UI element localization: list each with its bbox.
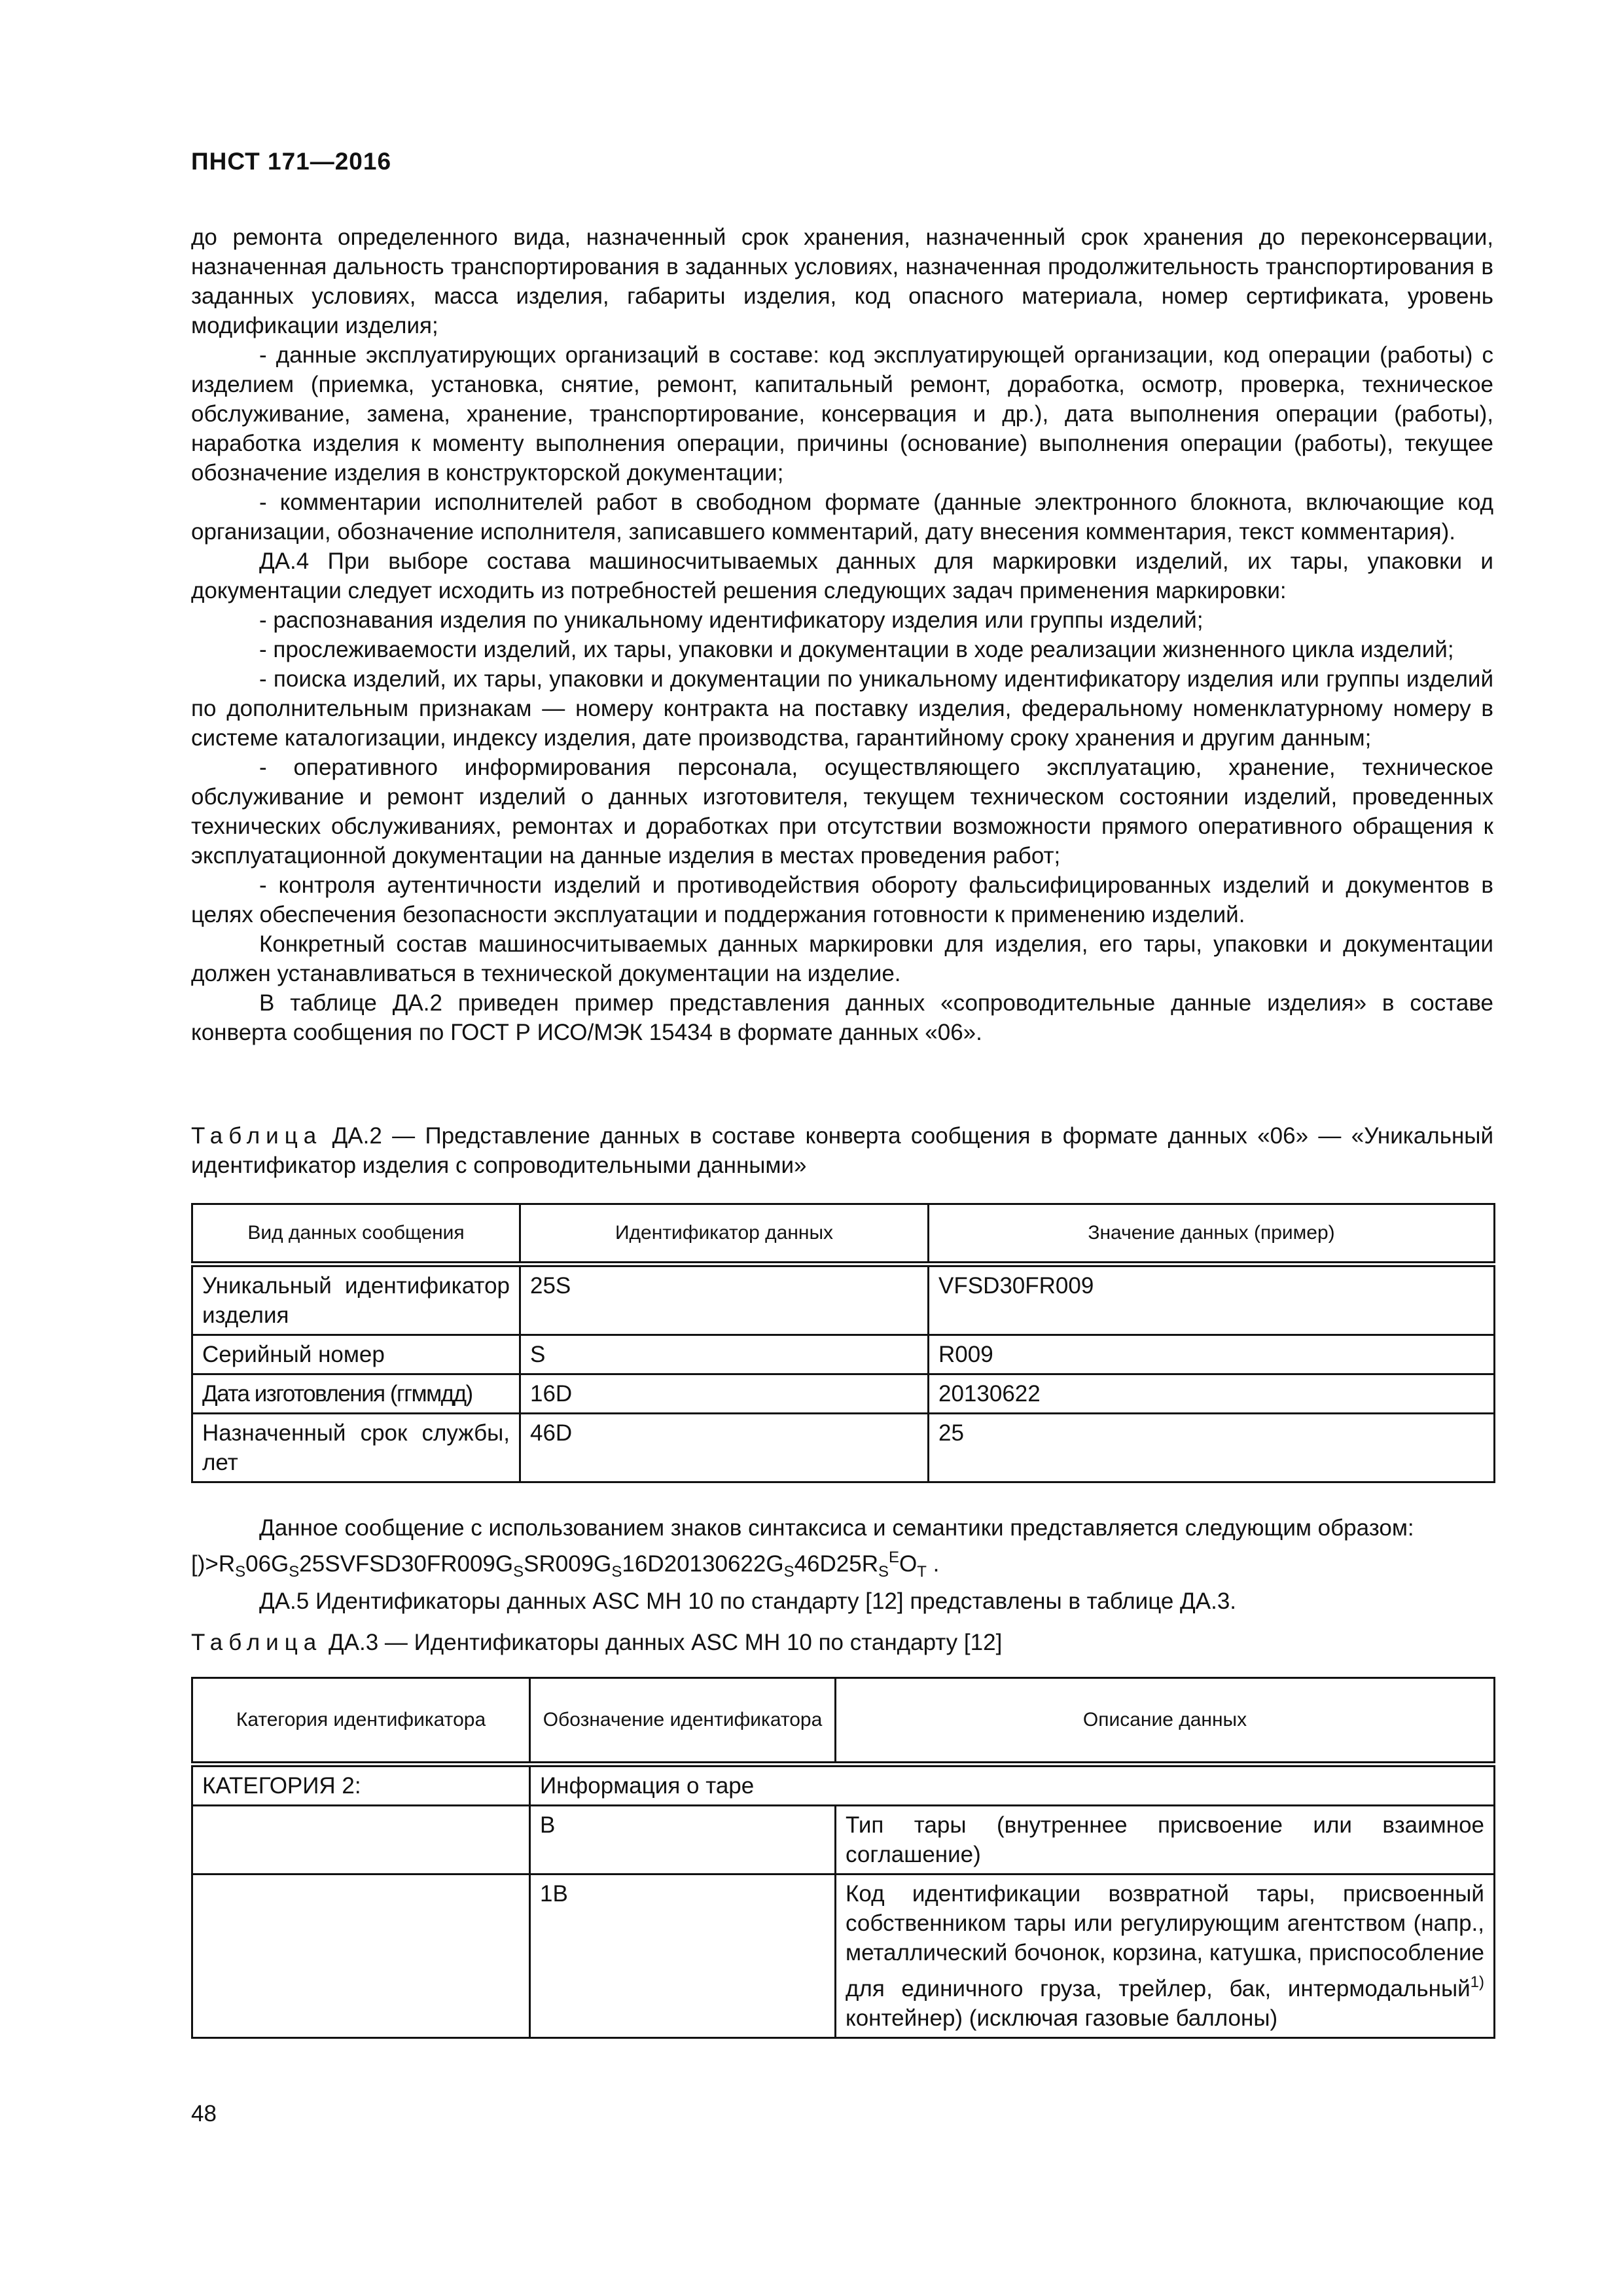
paragraph: - прослеживаемости изделий, их тары, упаковки и документации в ходе реализации жизненного цикла изделий; <box>259 637 1454 662</box>
table-cell: Тип тары (внутреннее присвоение или взаимное соглашение) <box>836 1806 1495 1874</box>
formula-part: . <box>926 1551 940 1577</box>
table-cell: Информация о таре <box>530 1765 1495 1806</box>
formula-subscript: S <box>611 1563 622 1581</box>
table-da2 <box>191 1203 1495 1483</box>
formula-part: 16D20130622G <box>622 1551 784 1577</box>
footnote-ref: 1) <box>1470 1973 1484 1991</box>
table-da3 <box>191 1677 1495 2039</box>
column-header: Описание данных <box>836 1678 1495 1765</box>
table-row <box>192 1374 1495 1414</box>
table-cell: 16D <box>520 1374 929 1414</box>
table-row <box>192 1874 1495 2038</box>
table-cell: Серийный номер <box>192 1335 520 1374</box>
column-header: Вид данных сообщения <box>192 1204 520 1265</box>
table-header-row <box>192 1204 1495 1265</box>
document-code: ПНСТ 171—2016 <box>191 148 392 175</box>
formula-part: 25SVFSD30FR009G <box>299 1551 514 1577</box>
formula-subscript: S <box>289 1563 300 1581</box>
table-row <box>192 1414 1495 1482</box>
table-header-row <box>192 1678 1495 1765</box>
formula-part: 06G <box>245 1551 289 1577</box>
table-cell <box>192 1874 530 2038</box>
table-cell: 46D <box>520 1414 929 1482</box>
paragraph: до ремонта определенного вида, назначенный срок хранения, назначенный срок хранения до переконсервации, назначенная дальность транспортирования в заданных условиях, назначенная продолжительность транспортирования в заданных условиях, масса изделия, габариты изделия, код опасного материала, номер сертификата, уровень модификации изделия; <box>191 224 1493 338</box>
table-row <box>192 1765 1495 1806</box>
table-cell <box>192 1806 530 1874</box>
formula-part: SR009G <box>524 1551 612 1577</box>
table-cell: VFSD30FR009 <box>929 1265 1495 1335</box>
paragraph: - поиска изделий, их тары, упаковки и документации по уникальному идентификатору изделия или группы изделий по дополнительным признакам — номеру контракта на поставку изделия, федеральному номенклатурному номеру в системе каталогизации, индексу изделия, дате производства, гарантийному сроку хранения и другим данным; <box>191 666 1493 751</box>
formula-subscript: S <box>513 1563 524 1581</box>
formula-subscript: S <box>783 1563 794 1581</box>
caption-word: Таблица <box>191 1123 323 1149</box>
paragraph: - данные эксплуатирующих организаций в составе: код эксплуатирующей организации, код операции (работы) с изделием (приемка, установка, снятие, ремонт, капитальный ремонт, доработка, осмотр, проверка, техническое обслуживание, замена, хранение, транспортирование, консервация и др.), дата выполнения операции (работы), наработка изделия к моменту выполнения операции, причины (основание) выполнения операции (работы), текущее обозначение изделия в конструкторской документации; <box>191 342 1493 486</box>
paragraph: ДА.5 Идентификаторы данных ASC MH 10 по стандарту [12] представлены в таблице ДА.3. <box>259 1588 1237 1614</box>
table-cell: Назначенный срок службы, лет <box>192 1414 520 1482</box>
column-header: Значение данных (пример) <box>929 1204 1495 1265</box>
message-example <box>191 1513 1493 1616</box>
table-row <box>192 1265 1495 1335</box>
body-text <box>191 223 1493 1047</box>
paragraph: - оперативного информирования персонала, осуществляющего эксплуатацию, хранение, техническое обслуживание и ремонт изделий о данных изготовителя, текущем техническом состоянии изделий, проведенных технических обслуживаниях, ремонтах и доработках при отсутствии возможности прямого оперативного обращения к эксплуатационной документации на данные изделия в местах проведения работ; <box>191 755 1493 869</box>
column-header: Категория идентификатора <box>192 1678 530 1765</box>
caption-word: Таблица <box>191 1630 323 1655</box>
table-cell: КАТЕГОРИЯ 2: <box>192 1765 530 1806</box>
table-caption-da2 <box>191 1121 1493 1180</box>
formula-superscript: E <box>889 1549 900 1566</box>
table-cell: R009 <box>929 1335 1495 1374</box>
caption-text: ДА.3 — Идентификаторы данных ASC MH 10 по стандарту [12] <box>328 1630 1003 1655</box>
cell-text: контейнер) (исключая газовые баллоны) <box>846 2005 1278 2031</box>
paragraph: - комментарии исполнителей работ в свободном формате (данные электронного блокнота, включающие код организации, обозначение исполнителя, записавшего комментарий, дату внесения комментария, текст комментария). <box>191 490 1493 545</box>
formula-part: [)>R <box>191 1551 236 1577</box>
table-cell: Дата изготовления (ггммдд) <box>192 1374 520 1414</box>
caption-text: ДА.2 — Представление данных в составе конверта сообщения в формате данных «06» — «Уникальный идентификатор изделия с сопроводительными данными» <box>191 1123 1493 1178</box>
paragraph: В таблице ДА.2 приведен пример представления данных «сопроводительные данные изделия» в составе конверта сообщения по ГОСТ Р ИСО/МЭК 15434 в формате данных «06». <box>191 990 1493 1045</box>
paragraph: - распознавания изделия по уникальному идентификатору изделия или группы изделий; <box>259 607 1204 633</box>
table-cell: B <box>530 1806 836 1874</box>
table-caption-da3 <box>191 1628 1493 1657</box>
table-cell: Уникальный идентификатор изделия <box>192 1265 520 1335</box>
formula-part: O <box>899 1551 918 1577</box>
table-cell: 1B <box>530 1874 836 2038</box>
paragraph: - контроля аутентичности изделий и противодействия обороту фальсифицированных изделий и документов в целях обеспечения безопасности эксплуатации и поддержания готовности к применению изделий. <box>191 872 1493 927</box>
table-cell: 20130622 <box>929 1374 1495 1414</box>
cell-text: Код идентификации возвратной тары, присвоенный собственником тары или регулирующим агентством (напр., металлический бочонок, корзина, катушка, приспособление для единичного груза, трейлер, бак, интермодальный <box>846 1881 1484 2001</box>
column-header: Обозначение идентификатора <box>530 1678 836 1765</box>
formula-subscript: T <box>917 1563 927 1581</box>
paragraph: Конкретный состав машиносчитываемых данных маркировки для изделия, его тары, упаковки и документации должен устанавливаться в технической документации на изделие. <box>191 931 1493 986</box>
column-header: Идентификатор данных <box>520 1204 929 1265</box>
message-intro: Данное сообщение с использованием знаков синтаксиса и семантики представляется следующим образом: <box>259 1515 1414 1541</box>
formula-part: 46D25R <box>794 1551 878 1577</box>
table-row <box>192 1335 1495 1374</box>
table-cell <box>836 1874 1495 2038</box>
table-cell: 25S <box>520 1265 929 1335</box>
paragraph: ДА.4 При выборе состава машиносчитываемых данных для маркировки изделий, их тары, упаковки и документации следует исходить из потребностей решения следующих задач применения маркировки: <box>191 548 1493 603</box>
table-row <box>192 1806 1495 1874</box>
table-cell: 25 <box>929 1414 1495 1482</box>
page-number: 48 <box>191 2101 217 2126</box>
table-cell: S <box>520 1335 929 1374</box>
message-formula <box>191 1543 1493 1587</box>
formula-subscript: S <box>878 1563 889 1581</box>
formula-subscript: S <box>235 1563 246 1581</box>
